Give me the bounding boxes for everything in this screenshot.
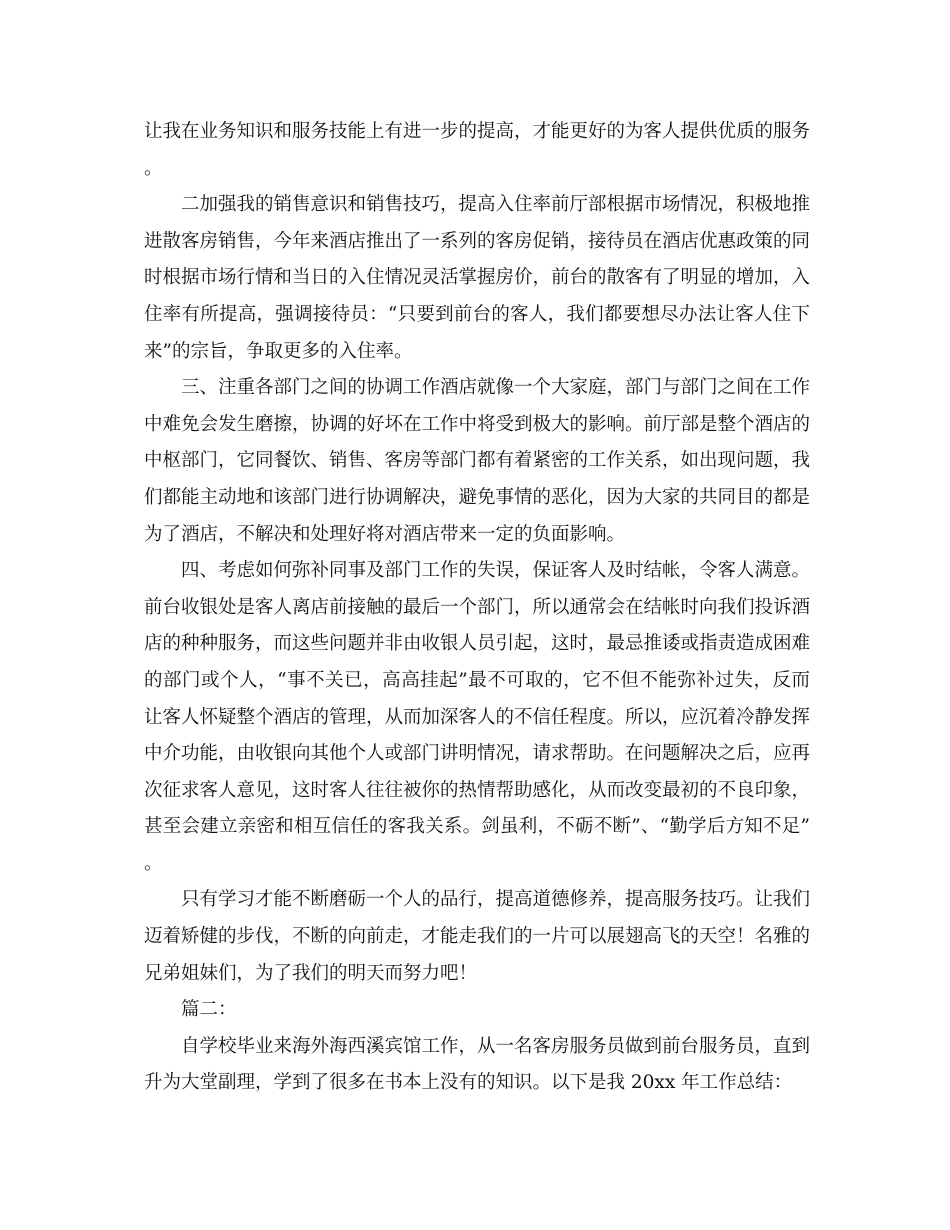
paragraph-learning: 只有学习才能不断磨砺一个人的品行，提高道德修养，提高服务技巧。让我们迈着矫健的步伐，不断的向前走，才能走我们的一片可以展翅高飞的天空！名雅的兄弟姐妹们，为了我们的明天而努力吧！ (144, 889, 811, 984)
paragraph-coordination: 三、注重各部门之间的协调工作酒店就像一个大家庭，部门与部门之间在工作中难免会发生磨擦，协调的好坏在工作中将受到极大的影响。前厅部是整个酒店的中枢部门，它同餐饮、销售、客房等部门都有着紧密的工作关系，如出现问题，我们都能主动地和该部门进行协调解决，避免事情的恶化，因为大家的共同目的都是为了酒店，不解决和处理好将对酒店带来一定的负面影响。 (144, 377, 811, 545)
document-body (144, 114, 810, 1102)
paragraph-sales: 二加强我的销售意识和销售技巧，提高入住率前厅部根据市场情况，积极地推进散客房销售，今年来酒店推出了一系列的客房促销，接待员在酒店优惠政策的同时根据市场行情和当日的入住情况灵活掌握房价，前台的散客有了明显的增加，入住率有所提高，强调接待员：“只要到前台的客人，我们都要想尽办法让客人住下来”的宗旨，争取更多的入住率。 (144, 194, 811, 362)
paragraph-continuation: 让我在业务知识和服务技能上有进一步的提高，才能更好的为客人提供优质的服务。 (144, 121, 811, 179)
section-heading-part-two: 篇二： (181, 999, 237, 1021)
paragraph-part-two-intro: 自学校毕业来海外海西溪宾馆工作，从一名客房服务员做到前台服务员，直到升为大堂副理，学到了很多在书本上没有的知识。以下是我 20xx 年工作总结： (144, 1035, 811, 1094)
paragraph-mistakes: 四、考虑如何弥补同事及部门工作的失误，保证客人及时结帐，令客人满意。前台收银处是客人离店前接触的最后一个部门，所以通常会在结帐时向我们投诉酒店的种种服务，而这些问题并非由收银人员引起，这时，最忌推诿或指责造成困难的部门或个人，“事不关已，高高挂起”最不可取的，它不但不能弥补过失，反而让客人怀疑整个酒店的管理，从而加深客人的不信任程度。所以，应沉着冷静发挥中介功能，由收银向其他个人或部门讲明情况，请求帮助。在问题解决之后，应再次征求客人意见，这时客人往往被你的热情帮助感化，从而改变最初的不良印象，甚至会建立亲密和相互信任的客我关系。剑虽利，不砺不断”、“勤学后方知不足”。 (144, 560, 811, 874)
